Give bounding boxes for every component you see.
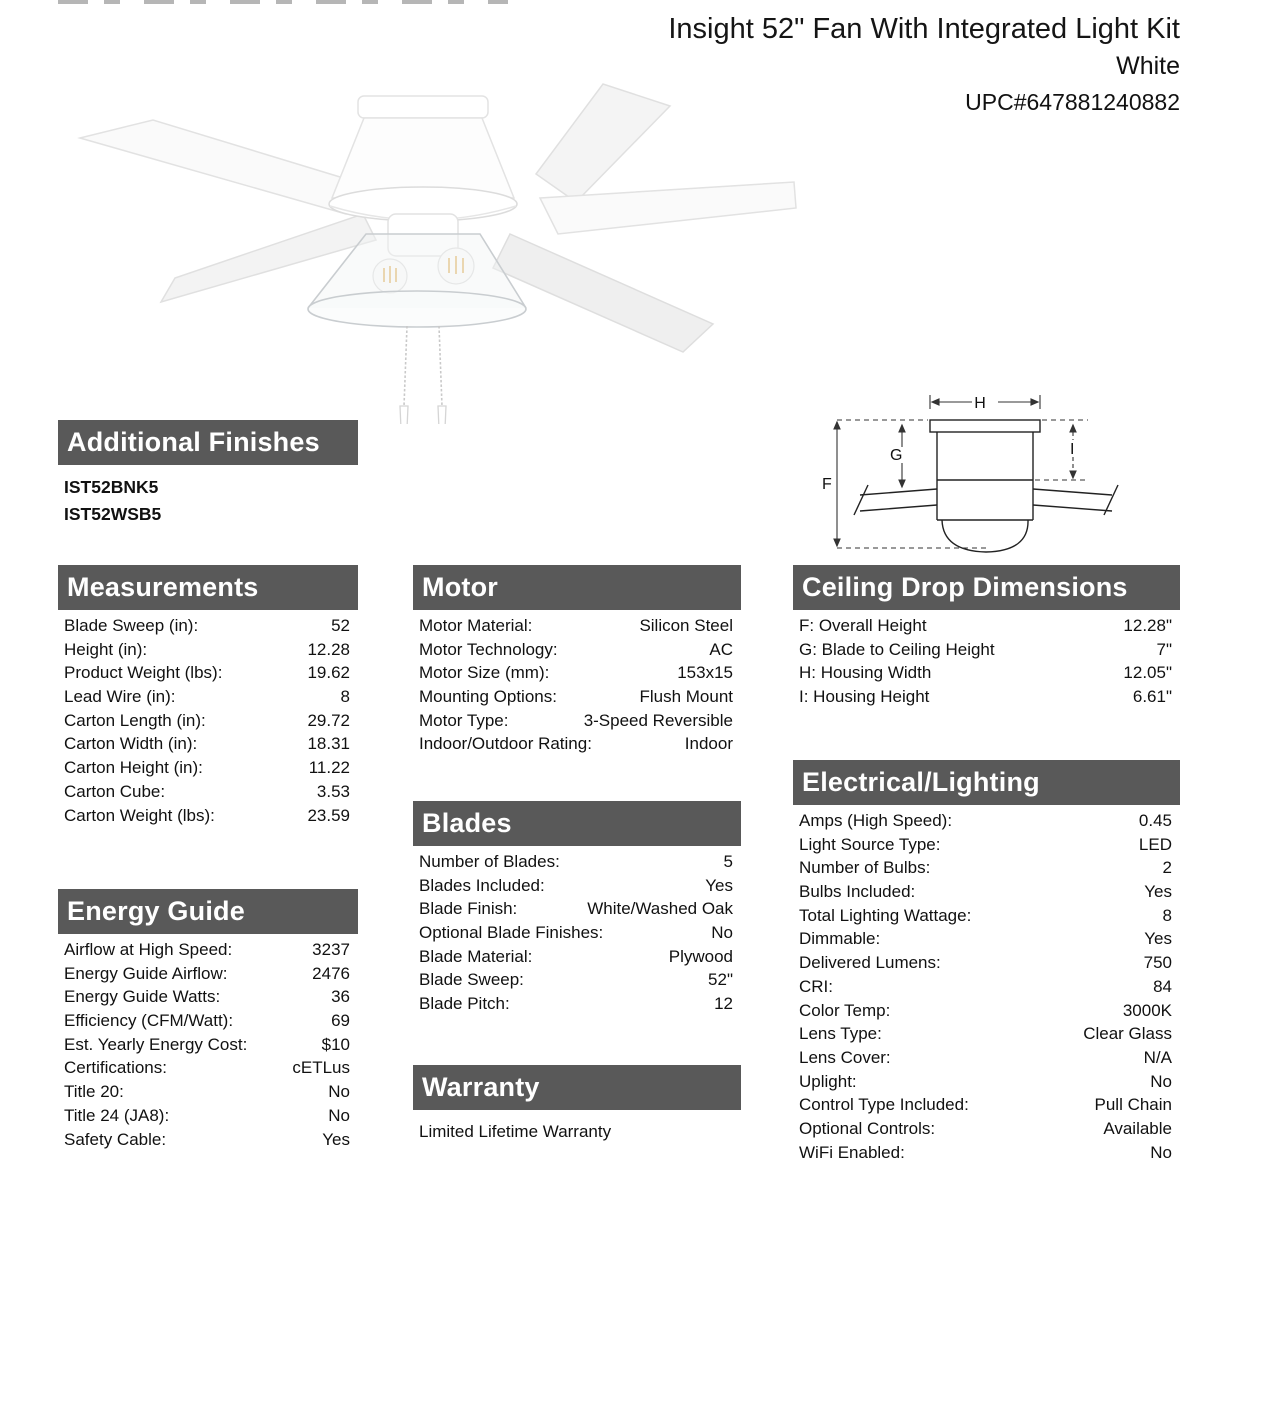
spec-label: Motor Type:	[419, 710, 509, 730]
spec-value: 12.28	[307, 639, 350, 659]
spec-label: Blade Sweep (in):	[64, 616, 199, 635]
spec-label: Motor Size (mm):	[419, 663, 550, 683]
spec-row	[793, 833, 1180, 857]
spec-value: No	[1150, 1142, 1172, 1162]
spec-row	[58, 732, 358, 756]
spec-row	[793, 614, 1180, 638]
spec-row	[793, 975, 1180, 999]
spec-row	[793, 1117, 1180, 1141]
spec-value: 8	[340, 687, 350, 707]
spec-row	[58, 685, 358, 709]
spec-value: $10	[321, 1034, 350, 1054]
section-blades	[413, 801, 741, 1016]
spec-value: 0.45	[1138, 811, 1172, 830]
spec-label: Delivered Lumens:	[799, 953, 941, 973]
spec-row	[793, 904, 1180, 928]
spec-value: Plywood	[668, 946, 733, 966]
spec-row	[793, 927, 1180, 951]
section-header: Ceiling Drop Dimensions	[793, 565, 1180, 610]
section-warranty	[413, 1065, 741, 1142]
spec-row	[793, 856, 1180, 880]
spec-row	[413, 945, 741, 969]
spec-row	[58, 962, 358, 986]
spec-value: Silicon Steel	[639, 616, 733, 635]
section-electrical-lighting	[793, 760, 1180, 1164]
ceiling-drop-diagram	[820, 385, 1152, 561]
spec-value: No	[328, 1082, 350, 1102]
section-header: Motor	[413, 565, 741, 610]
spec-row	[58, 756, 358, 780]
spec-label: Optional Blade Finishes:	[419, 923, 604, 943]
spec-value: Indoor	[684, 734, 733, 754]
spec-label: CRI:	[799, 976, 833, 996]
spec-value: 750	[1143, 953, 1172, 973]
dim-label-h: H	[974, 395, 986, 412]
spec-row	[793, 661, 1180, 685]
spec-label: Motor Technology:	[419, 639, 558, 659]
spec-value: 3000K	[1122, 1000, 1172, 1020]
spec-label: Number of Bulbs:	[799, 858, 931, 878]
spec-label: Bulbs Included:	[799, 882, 916, 902]
section-energy-guide	[58, 889, 358, 1151]
spec-value: 18.31	[307, 734, 350, 754]
spec-row	[793, 1046, 1180, 1070]
product-upc: UPC#647881240882	[965, 88, 1180, 115]
spec-label: Total Lighting Wattage:	[799, 905, 972, 925]
section-header: Blades	[413, 801, 741, 846]
spec-value: 153x15	[677, 663, 733, 683]
spec-label: Efficiency (CFM/Watt):	[64, 1011, 234, 1031]
spec-label: Safety Cable:	[64, 1129, 167, 1149]
spec-row	[58, 661, 358, 685]
spec-label: Optional Controls:	[799, 1118, 936, 1138]
spec-value: LED	[1138, 834, 1172, 854]
spec-row	[413, 897, 741, 921]
spec-value: 12	[714, 994, 733, 1014]
spec-row	[58, 614, 358, 638]
spec-value: 3-Speed Reversible	[583, 710, 733, 730]
spec-row	[793, 1093, 1180, 1117]
spec-label: Color Temp:	[799, 1000, 891, 1020]
spec-row	[58, 1033, 358, 1057]
spec-row	[793, 880, 1180, 904]
spec-label: Blade Material:	[419, 946, 533, 966]
spec-value: No	[328, 1105, 350, 1125]
spec-value: 3237	[312, 940, 350, 959]
section-header: Electrical/Lighting	[793, 760, 1180, 805]
spec-row	[58, 780, 358, 804]
spec-label: Blade Finish:	[419, 899, 518, 919]
spec-row	[413, 874, 741, 898]
finish-sku: IST52BNK5	[64, 477, 159, 497]
spec-label: Motor Material:	[419, 616, 533, 635]
spec-label: Certifications:	[64, 1058, 167, 1078]
spec-label: Blade Sweep:	[419, 970, 524, 990]
product-finish: White	[1116, 52, 1180, 81]
spec-label: Carton Height (in):	[64, 758, 203, 778]
spec-value: 23.59	[307, 805, 350, 825]
spec-row	[413, 921, 741, 945]
spec-row	[793, 638, 1180, 662]
spec-value: Available	[1103, 1118, 1172, 1138]
spec-label: Blades Included:	[419, 875, 545, 895]
spec-label: F: Overall Height	[799, 616, 927, 635]
spec-value: 84	[1153, 976, 1172, 996]
spec-value: 12.05"	[1123, 663, 1172, 683]
spec-value: 12.28"	[1123, 616, 1172, 635]
spec-label: Lens Type:	[799, 1024, 882, 1044]
spec-row	[58, 1128, 358, 1152]
spec-value: Yes	[1144, 882, 1172, 902]
spec-row	[58, 1009, 358, 1033]
spec-label: G: Blade to Ceiling Height	[799, 639, 995, 659]
spec-value: No	[1150, 1071, 1172, 1091]
spec-value: N/A	[1143, 1047, 1172, 1067]
spec-value: 2476	[312, 963, 350, 983]
spec-label: Dimmable:	[799, 929, 881, 949]
spec-row	[413, 685, 741, 709]
spec-value: 2	[1162, 858, 1172, 878]
spec-label: Control Type Included:	[799, 1095, 969, 1115]
spec-row	[413, 992, 741, 1016]
spec-value: Flush Mount	[639, 687, 733, 707]
spec-row	[793, 1022, 1180, 1046]
warranty-text: Limited Lifetime Warranty	[419, 1122, 612, 1141]
section-header: Additional Finishes	[58, 420, 358, 465]
spec-value: cETLus	[292, 1058, 350, 1078]
spec-label: Amps (High Speed):	[799, 811, 953, 830]
spec-label: WiFi Enabled:	[799, 1142, 905, 1162]
spec-label: Carton Width (in):	[64, 734, 198, 754]
spec-value: No	[711, 923, 733, 943]
spec-value: Yes	[322, 1129, 350, 1149]
finish-sku: IST52WSB5	[64, 504, 162, 524]
spec-value: 52"	[708, 970, 733, 990]
spec-row	[58, 1104, 358, 1128]
spec-label: Indoor/Outdoor Rating:	[419, 734, 592, 754]
spec-label: Mounting Options:	[419, 687, 557, 707]
section-additional-finishes	[58, 420, 358, 528]
spec-row	[413, 850, 741, 874]
spec-value: 11.22	[308, 758, 350, 778]
spec-label: Lens Cover:	[799, 1047, 891, 1067]
spec-row	[793, 999, 1180, 1023]
spec-label: Number of Blades:	[419, 852, 560, 871]
spec-value: 69	[331, 1011, 350, 1031]
spec-label: Height (in):	[64, 639, 148, 659]
spec-value: Pull Chain	[1094, 1095, 1172, 1115]
spec-row	[58, 804, 358, 828]
spec-label: Title 24 (JA8):	[64, 1105, 170, 1125]
product-image	[58, 76, 800, 424]
spec-label: Blade Pitch:	[419, 994, 510, 1014]
section-measurements	[58, 565, 358, 827]
pull-chains	[400, 326, 446, 424]
spec-row	[793, 685, 1180, 709]
spec-value: 5	[723, 852, 733, 871]
spec-row	[413, 709, 741, 733]
spec-row	[413, 968, 741, 992]
dim-label-i: I	[1070, 441, 1075, 458]
spec-value: 29.72	[307, 710, 350, 730]
spec-label: Energy Guide Airflow:	[64, 963, 228, 983]
spec-value: Clear Glass	[1083, 1024, 1172, 1044]
spec-label: Carton Length (in):	[64, 710, 206, 730]
spec-value: White/Washed Oak	[587, 899, 733, 919]
spec-label: Carton Weight (lbs):	[64, 805, 215, 825]
spec-label: Lead Wire (in):	[64, 687, 176, 707]
spec-value: Yes	[705, 875, 733, 895]
spec-value: AC	[709, 639, 733, 659]
spec-row	[58, 1080, 358, 1104]
spec-row	[793, 1070, 1180, 1094]
spec-row	[58, 1056, 358, 1080]
spec-row	[413, 614, 741, 638]
spec-row	[793, 951, 1180, 975]
section-motor	[413, 565, 741, 756]
spec-label: Uplight:	[799, 1071, 857, 1091]
section-header: Warranty	[413, 1065, 741, 1110]
product-title: Insight 52" Fan With Integrated Light Kit	[668, 13, 1180, 45]
spec-row	[58, 709, 358, 733]
spec-value: Yes	[1144, 929, 1172, 949]
spec-value: 6.61"	[1132, 687, 1172, 707]
spec-label: H: Housing Width	[799, 663, 932, 683]
spec-label: Title 20:	[64, 1082, 124, 1102]
spec-row	[793, 1141, 1180, 1165]
spec-label: Carton Cube:	[64, 781, 166, 801]
spec-row	[793, 809, 1180, 833]
clipped-header-text	[58, 0, 508, 4]
section-header: Measurements	[58, 565, 358, 610]
dim-label-f: F	[822, 476, 832, 493]
spec-value: 8	[1162, 905, 1172, 925]
spec-row	[58, 638, 358, 662]
spec-row	[413, 638, 741, 662]
spec-label: Airflow at High Speed:	[64, 940, 233, 959]
spec-label: Product Weight (lbs):	[64, 663, 223, 683]
section-header: Energy Guide	[58, 889, 358, 934]
spec-label: Light Source Type:	[799, 834, 941, 854]
spec-value: 36	[331, 987, 350, 1007]
spec-row	[413, 732, 741, 756]
spec-value: 3.53	[316, 781, 350, 801]
spec-label: Est. Yearly Energy Cost:	[64, 1034, 248, 1054]
ceiling-fan-illustration	[58, 76, 800, 424]
section-ceiling-drop-dimensions	[793, 565, 1180, 709]
spec-label: Energy Guide Watts:	[64, 987, 221, 1007]
dim-label-g: G	[890, 447, 903, 464]
spec-row	[58, 938, 358, 962]
spec-value: 7"	[1156, 639, 1172, 659]
spec-value: 19.62	[307, 663, 350, 683]
spec-row	[58, 985, 358, 1009]
spec-label: I: Housing Height	[799, 687, 930, 707]
spec-value: 52	[331, 616, 350, 635]
spec-row	[413, 661, 741, 685]
